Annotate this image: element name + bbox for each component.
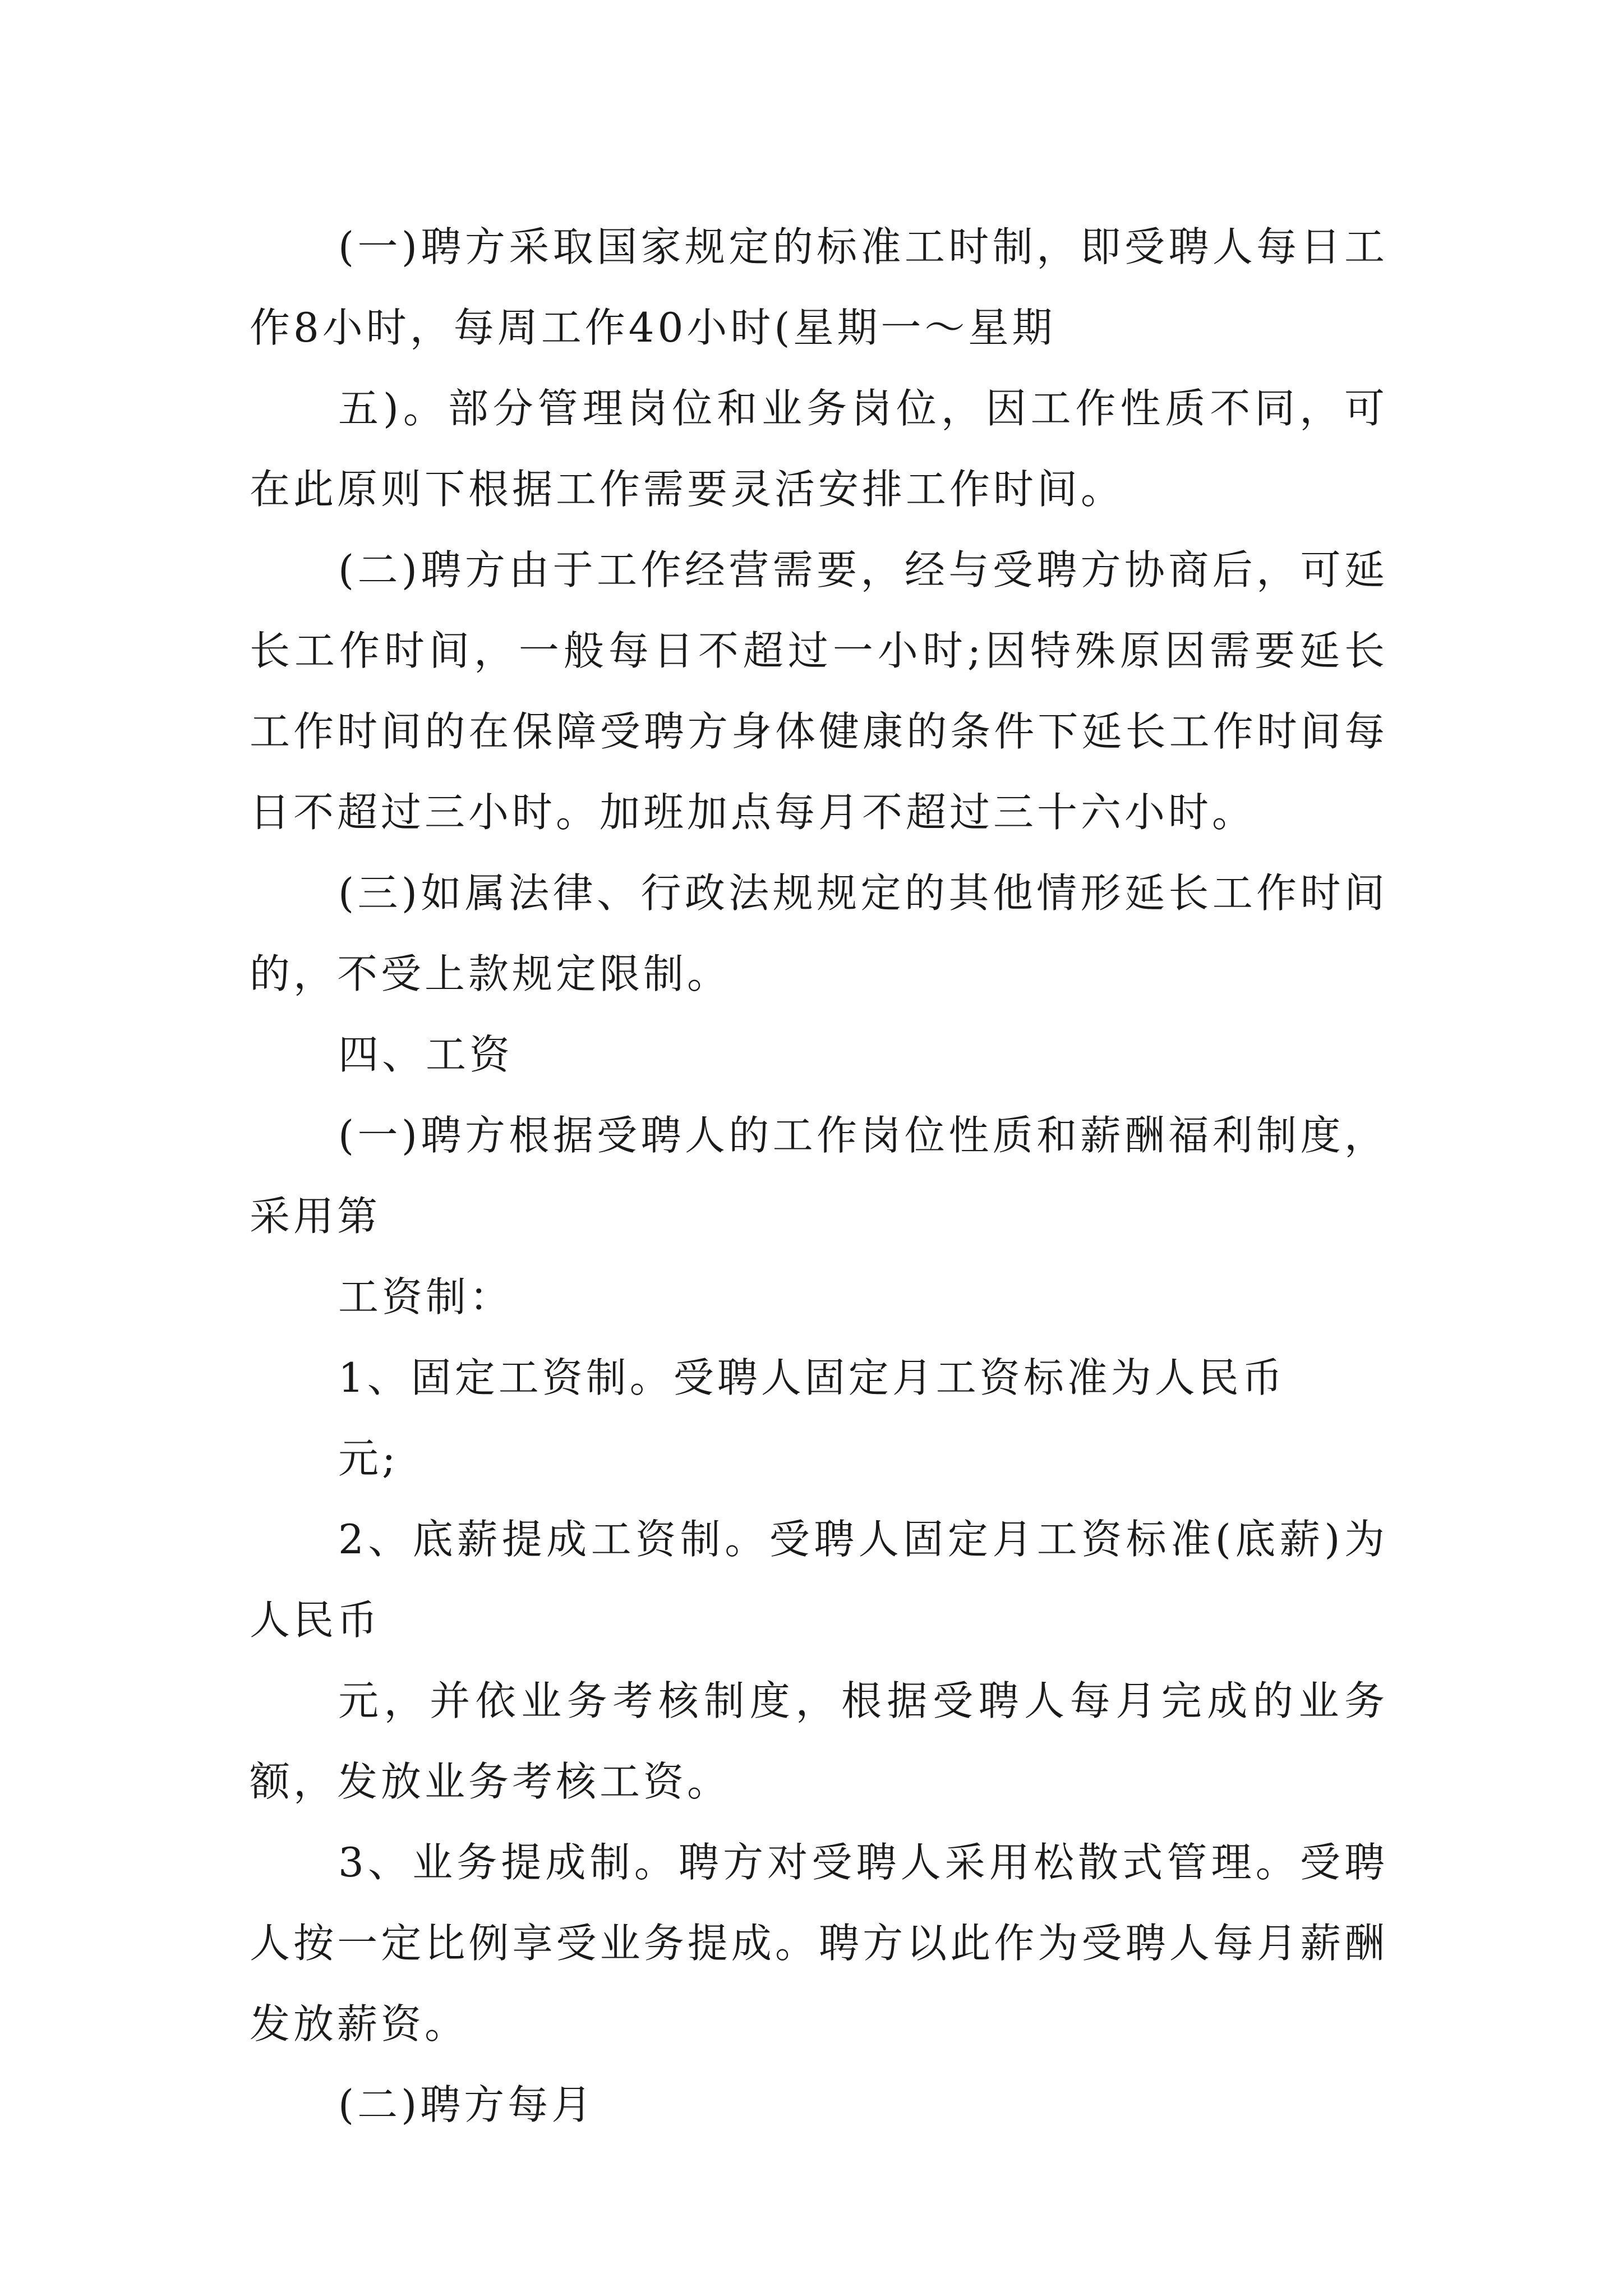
paragraph-monthly-payment: (二)聘方每月	[338, 2081, 596, 2128]
paragraph-fixed-wage-unit: 元;	[338, 1435, 399, 1482]
paragraph-working-hours-flexible: 五)。部分管理岗位和业务岗位，因工作性质不同，可在此原则下根据工作需要灵活安排工作时间。	[250, 385, 1388, 513]
paragraph-base-commission-detail: 元，并依业务考核制度，根据受聘人每月完成的业务额，发放业务考核工资。	[250, 1677, 1388, 1805]
paragraph-overtime: (二)聘方由于工作经营需要，经与受聘方协商后，可延长工作时间，一般每日不超过一小时;因特殊原因需要延长工作时间的在保障受聘方身体健康的条件下延长工作时间每日不超过三小时。加班加点每月不超过三十六小时。	[250, 546, 1388, 836]
paragraph-working-hours-standard: (一)聘方采取国家规定的标准工时制，即受聘人每日工作8小时，每周工作40小时(星期一～星期	[250, 223, 1388, 351]
paragraph-base-commission-wage: 2、底薪提成工资制。受聘人固定月工资标准(底薪)为人民币	[250, 1516, 1388, 1644]
document-body	[250, 206, 1388, 2145]
paragraph-wage-system-label: 工资制：	[338, 1273, 514, 1320]
paragraph-commission-system: 3、业务提成制。聘方对受聘人采用松散式管理。受聘人按一定比例享受业务提成。聘方以此作为受聘人每月薪酬发放薪资。	[250, 1839, 1388, 2047]
paragraph-fixed-wage: 1、固定工资制。受聘人固定月工资标准为人民币	[338, 1354, 1286, 1401]
section-heading-wages: 四、工资	[338, 1031, 514, 1078]
paragraph-wage-system-choice: (一)聘方根据受聘人的工作岗位性质和薪酬福利制度，采用第	[250, 1112, 1388, 1240]
paragraph-legal-exceptions: (三)如属法律、行政法规规定的其他情形延长工作时间的，不受上款规定限制。	[250, 869, 1388, 997]
